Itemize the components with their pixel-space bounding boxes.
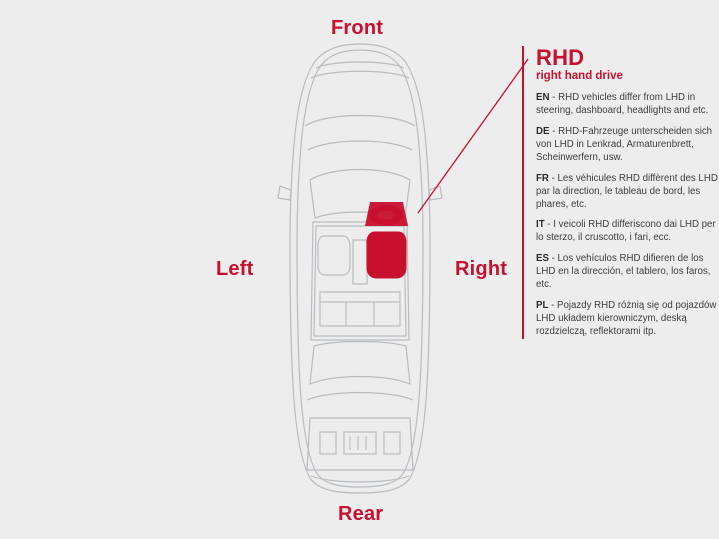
car-top-view-icon — [258, 40, 462, 496]
lang-code-fr: FR — [536, 172, 549, 184]
lang-code-de: DE — [536, 126, 550, 138]
lang-code-it: IT — [536, 219, 545, 231]
description-fr — [536, 173, 718, 212]
steering-wheel-highlight-shape — [365, 202, 408, 278]
lang-code-pl: PL — [536, 299, 549, 311]
description-it — [536, 219, 718, 245]
description-de — [536, 126, 718, 165]
orientation-label-right: Right — [455, 258, 508, 280]
description-es — [536, 253, 718, 292]
description-text-it: - I veicoli RHD differiscono dai LHD per lo sterzo, il cruscotto, i fari, ecc. — [536, 219, 716, 244]
orientation-label-front: Front — [331, 17, 384, 39]
description-text-es: - Los vehículos RHD difieren de los LHD en la dirección, el tablero, los faros, etc. — [536, 253, 711, 290]
description-en — [536, 92, 718, 118]
panel-subtitle: right hand drive — [536, 70, 623, 83]
panel-title: RHD — [536, 45, 585, 70]
description-pl — [536, 300, 718, 339]
description-text-fr: - Les véhicules RHD diffèrent des LHD par la direction, le tableau de bord, les phares, etc. — [536, 172, 718, 210]
description-text-en: - RHD vehicles differ from LHD in steering, dashboard, headlights and etc. — [536, 92, 709, 117]
orientation-label-rear: Rear — [338, 503, 384, 525]
rhd-info-panel — [522, 46, 718, 339]
lang-code-en: EN — [536, 92, 550, 104]
orientation-label-left: Left — [216, 258, 254, 280]
lang-code-es: ES — [536, 253, 549, 265]
description-text-pl: - Pojazdy RHD różnią się od pojazdów LHD układem kierowniczym, deską rozdzielczą, reflektorami itp. — [536, 299, 717, 337]
description-text-de: - RHD-Fahrzeuge unterscheiden sich von LHD in Lenkrad, Armaturenbrett, Scheinwerfern, usw. — [536, 126, 713, 163]
